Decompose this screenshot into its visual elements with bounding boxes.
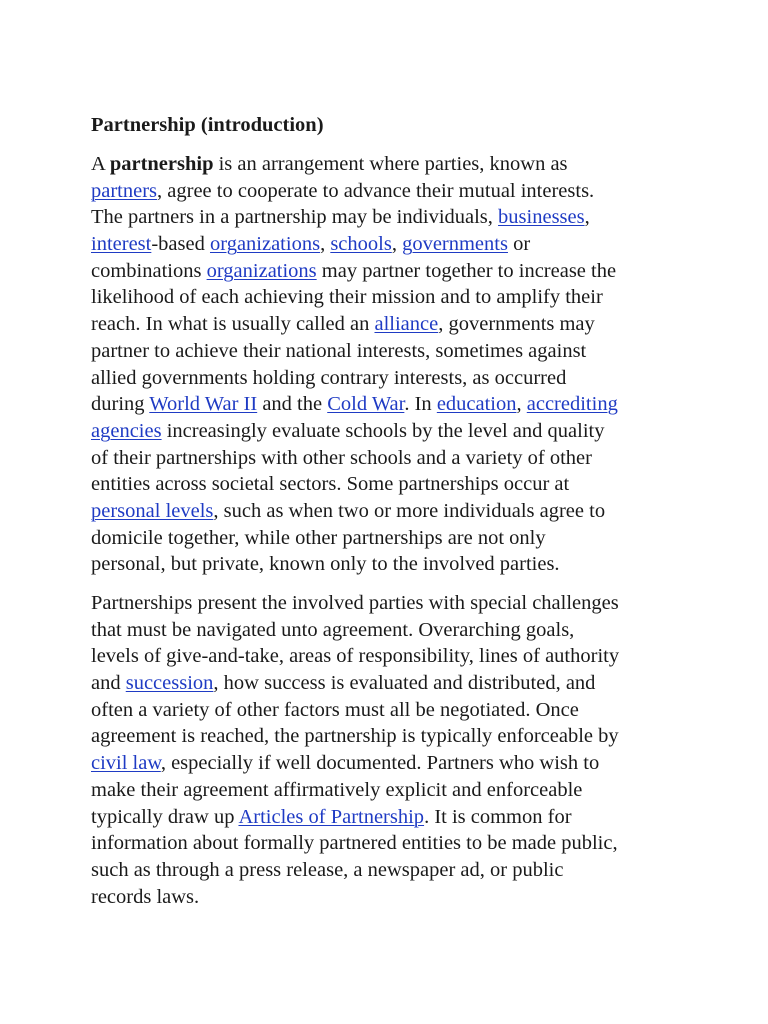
text-line: make their agreement affirmatively explicit and enforceable [91, 778, 583, 801]
text: combinations [91, 259, 207, 282]
text-line: such as through a press release, a newspaper ad, or public [91, 858, 564, 881]
link-world-war-ii[interactable]: World War II [149, 393, 258, 416]
text-line [91, 670, 686, 697]
link-accrediting[interactable]: accrediting [526, 393, 618, 416]
text: . In [404, 393, 437, 416]
text-line [91, 258, 686, 285]
text: . It is common for [424, 805, 572, 828]
link-agencies[interactable]: agencies [91, 419, 162, 442]
link-alliance[interactable]: alliance [374, 313, 439, 336]
text-line: Partnerships present the involved parties with special challenges [91, 592, 619, 614]
link-civil-law[interactable]: civil law [91, 752, 161, 775]
link-succession[interactable]: succession [125, 672, 214, 695]
text-line [91, 804, 686, 831]
text: -based [151, 233, 210, 256]
text-line [91, 418, 686, 445]
paragraph-2 [91, 590, 686, 910]
text-line [91, 391, 686, 418]
text-line [91, 178, 686, 205]
text-line: that must be navigated unto agreement. Overarching goals, [91, 618, 575, 641]
link-organizations[interactable]: organizations [209, 233, 321, 256]
link-governments[interactable]: governments [402, 233, 508, 256]
text: is an arrangement where parties, known as [213, 153, 568, 175]
text: increasingly evaluate schools by the level and quality [161, 419, 605, 442]
text-line [91, 311, 686, 338]
text: , governments may [438, 313, 595, 336]
text: typically draw up [91, 805, 239, 828]
bold-term: partnership [109, 153, 214, 175]
paragraph-1 [91, 151, 686, 578]
text-line [91, 204, 686, 231]
text: , [320, 233, 331, 256]
text-line: agreement is reached, the partnership is typically enforceable by [91, 725, 619, 748]
text-line: entities across societal sectors. Some partnerships occur at [91, 473, 570, 496]
text-line: likelihood of each achieving their mission and to amplify their [91, 286, 603, 309]
text-line: records laws. [91, 885, 200, 908]
text-line: of their partnerships with other schools and a variety of other [91, 446, 592, 469]
link-personal-levels[interactable]: personal levels [91, 499, 214, 522]
link-cold-war[interactable]: Cold War [327, 393, 405, 416]
text-line: domicile together, while other partnerships are not only [91, 526, 546, 549]
text-line: personal, but private, known only to the involved parties. [91, 553, 560, 576]
text-line: partner to achieve their national interests, sometimes against [91, 339, 587, 362]
text: A [91, 153, 110, 175]
link-partners[interactable]: partners [91, 179, 158, 202]
page-title: Partnership (introduction) [91, 114, 324, 136]
link-businesses[interactable]: businesses [498, 206, 585, 229]
text-line: allied governments holding contrary interests, as occurred [91, 366, 567, 389]
text: , such as when two or more individuals agree to [213, 499, 606, 522]
link-education[interactable]: education [436, 393, 517, 416]
text: , agree to cooperate to advance their mutual interests. [157, 179, 595, 202]
text-line [91, 498, 686, 525]
link-schools[interactable]: schools [330, 233, 392, 256]
link-articles-of-partnership[interactable]: Articles of Partnership [238, 805, 425, 828]
text-line: information about formally partnered entities to be made public, [91, 832, 618, 855]
text: may partner together to increase the [316, 259, 617, 282]
text: and [91, 672, 126, 695]
text: , [391, 233, 403, 256]
text: , especially if well documented. Partners who wish to [160, 752, 600, 775]
text: during [91, 393, 150, 416]
text-line: levels of give-and-take, areas of responsibility, lines of authority [91, 645, 620, 668]
text: or [507, 233, 531, 256]
link-organizations-2[interactable]: organizations [206, 259, 317, 282]
text-line [91, 151, 686, 178]
text: and the [257, 393, 328, 416]
text: , how success is evaluated and distributed, and [213, 672, 596, 695]
text-line: often a variety of other factors must all be negotiated. Once [91, 698, 579, 721]
text-line [91, 750, 686, 777]
text-line [91, 231, 686, 258]
document-page [91, 111, 686, 922]
text: The partners in a partnership may be individuals, [91, 206, 499, 229]
text: , [516, 393, 527, 416]
link-interest[interactable]: interest [91, 233, 152, 256]
text: reach. In what is usually called an [91, 313, 375, 336]
text: , [584, 206, 590, 229]
